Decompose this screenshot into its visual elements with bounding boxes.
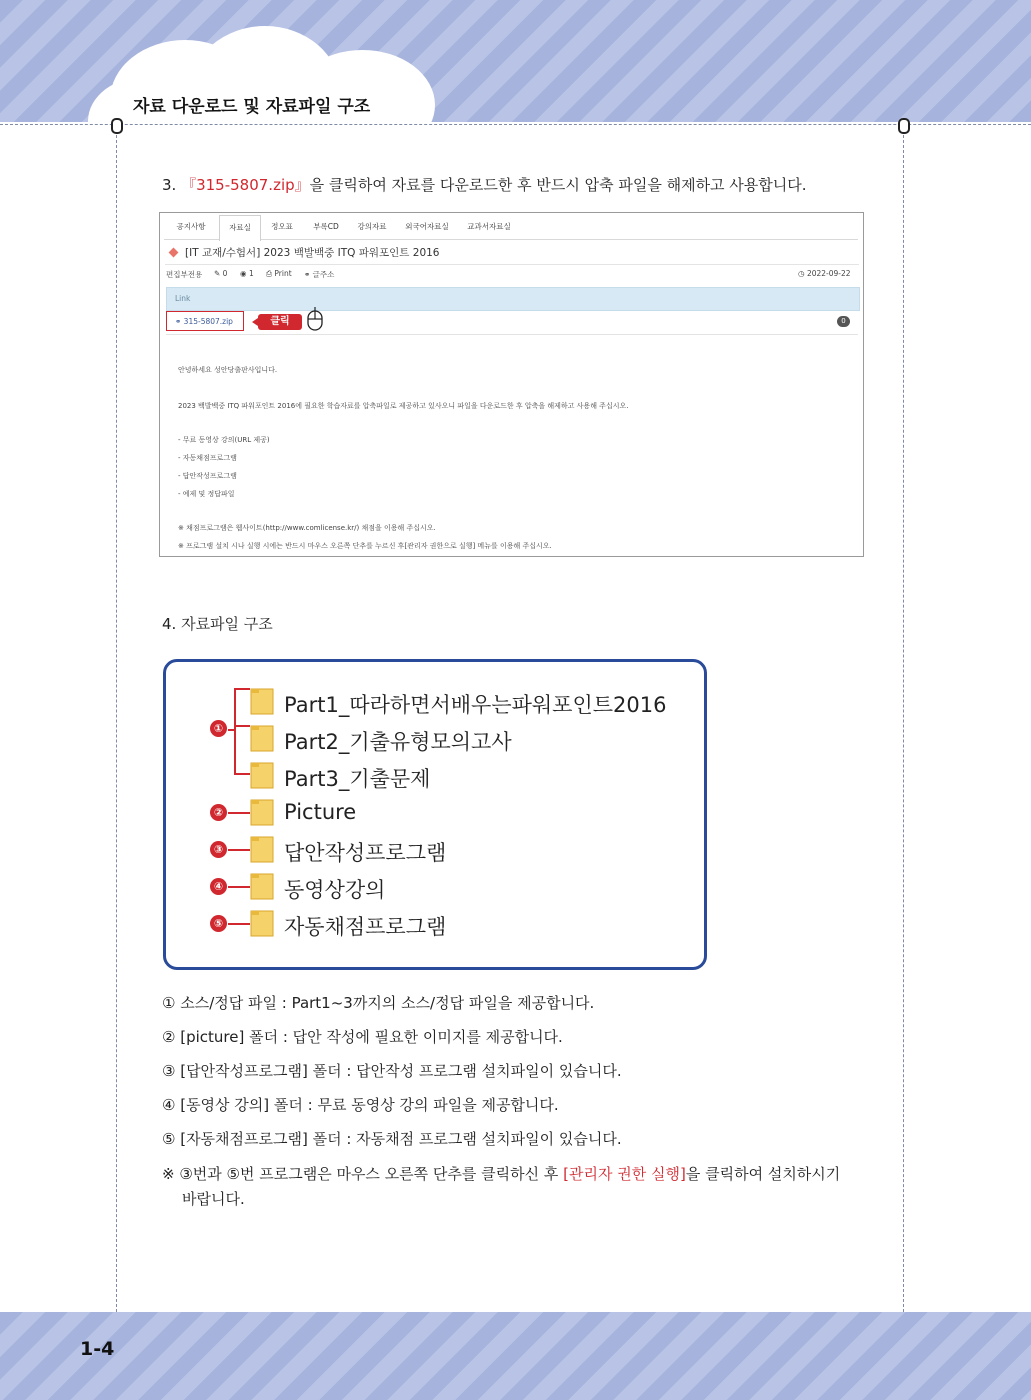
tree-connector: [234, 773, 250, 775]
note-5: ⑤ [자동채점프로그램] 폴더 : 자동채점 프로그램 설치파일이 있습니다.: [162, 1130, 622, 1148]
step4-title: 4. 자료파일 구조: [162, 615, 273, 633]
print-icon: ⎙: [266, 269, 275, 278]
tab-cd[interactable]: 부록CD: [313, 222, 339, 231]
body-text: - 예제 및 정답파일: [178, 490, 235, 498]
pin-icon: [898, 118, 910, 134]
admin-run-highlight: [관리자 권한 실행]: [563, 1165, 686, 1183]
post-title: [IT 교재/수험서] 2023 백발백중 ITQ 파워포인트 2016: [168, 245, 440, 260]
divider: [903, 130, 904, 1312]
folder-icon: [250, 909, 274, 937]
tab-lecture[interactable]: 강의자료: [357, 222, 387, 231]
final-note-line2: 바랍니다.: [182, 1190, 245, 1208]
marker-1: ①: [210, 720, 227, 737]
tree-connector: [228, 849, 250, 851]
tab-resources[interactable]: 자료실: [219, 215, 261, 241]
tree-connector: [228, 812, 250, 814]
marker-3: ③: [210, 841, 227, 858]
body-text: - 답안작성프로그램: [178, 472, 237, 480]
body-text: 안녕하세요 성안당출판사입니다.: [178, 366, 278, 374]
folder-icon: [250, 872, 274, 900]
note-2: ② [picture] 폴더 : 답안 작성에 필요한 이미지를 제공합니다.: [162, 1028, 563, 1046]
pin-icon: [111, 118, 123, 134]
folder-icon: [250, 687, 274, 715]
body-text: - 무료 동영상 강의(URL 제공): [178, 436, 270, 444]
tab-errata[interactable]: 정오표: [271, 222, 293, 231]
header-cloud-base: [80, 122, 460, 162]
website-screenshot: [159, 212, 864, 557]
divider: [0, 124, 1031, 125]
eye-icon: ◉: [240, 269, 249, 278]
divider: [165, 264, 859, 265]
folder-icon: [250, 761, 274, 789]
folder-icon: [250, 798, 274, 826]
mouse-icon: [306, 306, 324, 332]
folder-structure-panel: ① Part1_따라하면서배우는파워포인트2016 Part2_기출유형모의고사 Part3_기출문제 ② Picture ③ 답안작성프로그램 ④ 동영상강의 ⑤ 자동채점프로그램: [163, 659, 707, 970]
folder-icon: [250, 724, 274, 752]
download-count-badge: 0: [837, 316, 850, 327]
tab-notice[interactable]: 공지사항: [176, 222, 206, 231]
body-text: ※ 프로그램 설치 시나 실행 시에는 반드시 마우스 오른쪽 단추를 누르신 후[관리자 권한으로 실행] 메뉴를 이용해 주십시오.: [178, 542, 552, 550]
note-1: ① 소스/정답 파일 : Part1~3까지의 소스/정답 파일을 제공합니다.: [162, 994, 595, 1012]
diamond-icon: [169, 248, 179, 258]
body-text: - 자동채점프로그램: [178, 454, 237, 462]
tree-connector: [234, 725, 250, 727]
note-3: ③ [답안작성프로그램] 폴더 : 답안작성 프로그램 설치파일이 있습니다.: [162, 1062, 622, 1080]
link-header: Link: [166, 287, 860, 311]
view-count: ◉ 1: [240, 269, 254, 278]
zip-link-text: 『315-5807.zip』: [181, 176, 310, 194]
body-text: ※ 채점프로그램은 웹사이트(http://www.comlicense.kr/) 채점을 이용해 주십시오.: [178, 524, 436, 532]
link-icon: ⚭: [304, 270, 313, 279]
short-url-link[interactable]: ⚭ 글주소: [304, 270, 335, 279]
post-author: 편집부전용: [166, 270, 203, 279]
file-link-row: [166, 310, 858, 335]
note-4: ④ [동영상 강의] 폴더 : 무료 동영상 강의 파일을 제공합니다.: [162, 1096, 559, 1114]
click-callout: 클릭: [258, 314, 302, 330]
header-title: 자료 다운로드 및 자료파일 구조: [133, 97, 371, 117]
divider: [116, 130, 117, 1312]
tree-connector: [234, 688, 236, 774]
comment-count: ✎ 0: [214, 269, 228, 278]
comment-icon: ✎: [214, 269, 223, 278]
tab-textbook[interactable]: 교과서자료실: [467, 222, 511, 231]
marker-2: ②: [210, 804, 227, 821]
step3-text: 3. 『315-5807.zip』을 클릭하여 자료를 다운로드한 후 반드시 압축 파일을 해제하고 사용합니다.: [162, 176, 807, 194]
body-text: 2023 백발백중 ITQ 파워포인트 2016에 필요한 학습자료를 압축파일로 제공하고 있사오니 파일을 다운로드한 후 압축을 해제하고 사용해 주십시오.: [178, 402, 629, 410]
page-number: 1-4: [80, 1338, 115, 1360]
tree-connector: [228, 886, 250, 888]
tree-connector: [228, 729, 236, 731]
marker-5: ⑤: [210, 915, 227, 932]
zip-download-link[interactable]: ⚭ 315-5807.zip: [166, 311, 244, 331]
bottom-stripe-band: [0, 1312, 1031, 1400]
folder-icon: [250, 835, 274, 863]
marker-4: ④: [210, 878, 227, 895]
print-link[interactable]: ⎙ Print: [266, 269, 292, 278]
final-note: ※ ③번과 ⑤번 프로그램은 마우스 오른쪽 단추를 클릭하신 후 [관리자 권한 실행]을 클릭하여 설치하시기: [162, 1165, 841, 1183]
post-date: ◷ 2022-09-22: [798, 269, 851, 278]
tab-foreign[interactable]: 외국어자료실: [405, 222, 449, 231]
tree-connector: [234, 688, 250, 690]
link-icon: ⚭: [175, 317, 184, 326]
clock-icon: ◷: [798, 269, 807, 278]
tree-connector: [228, 923, 250, 925]
board-tabs: [164, 215, 858, 240]
